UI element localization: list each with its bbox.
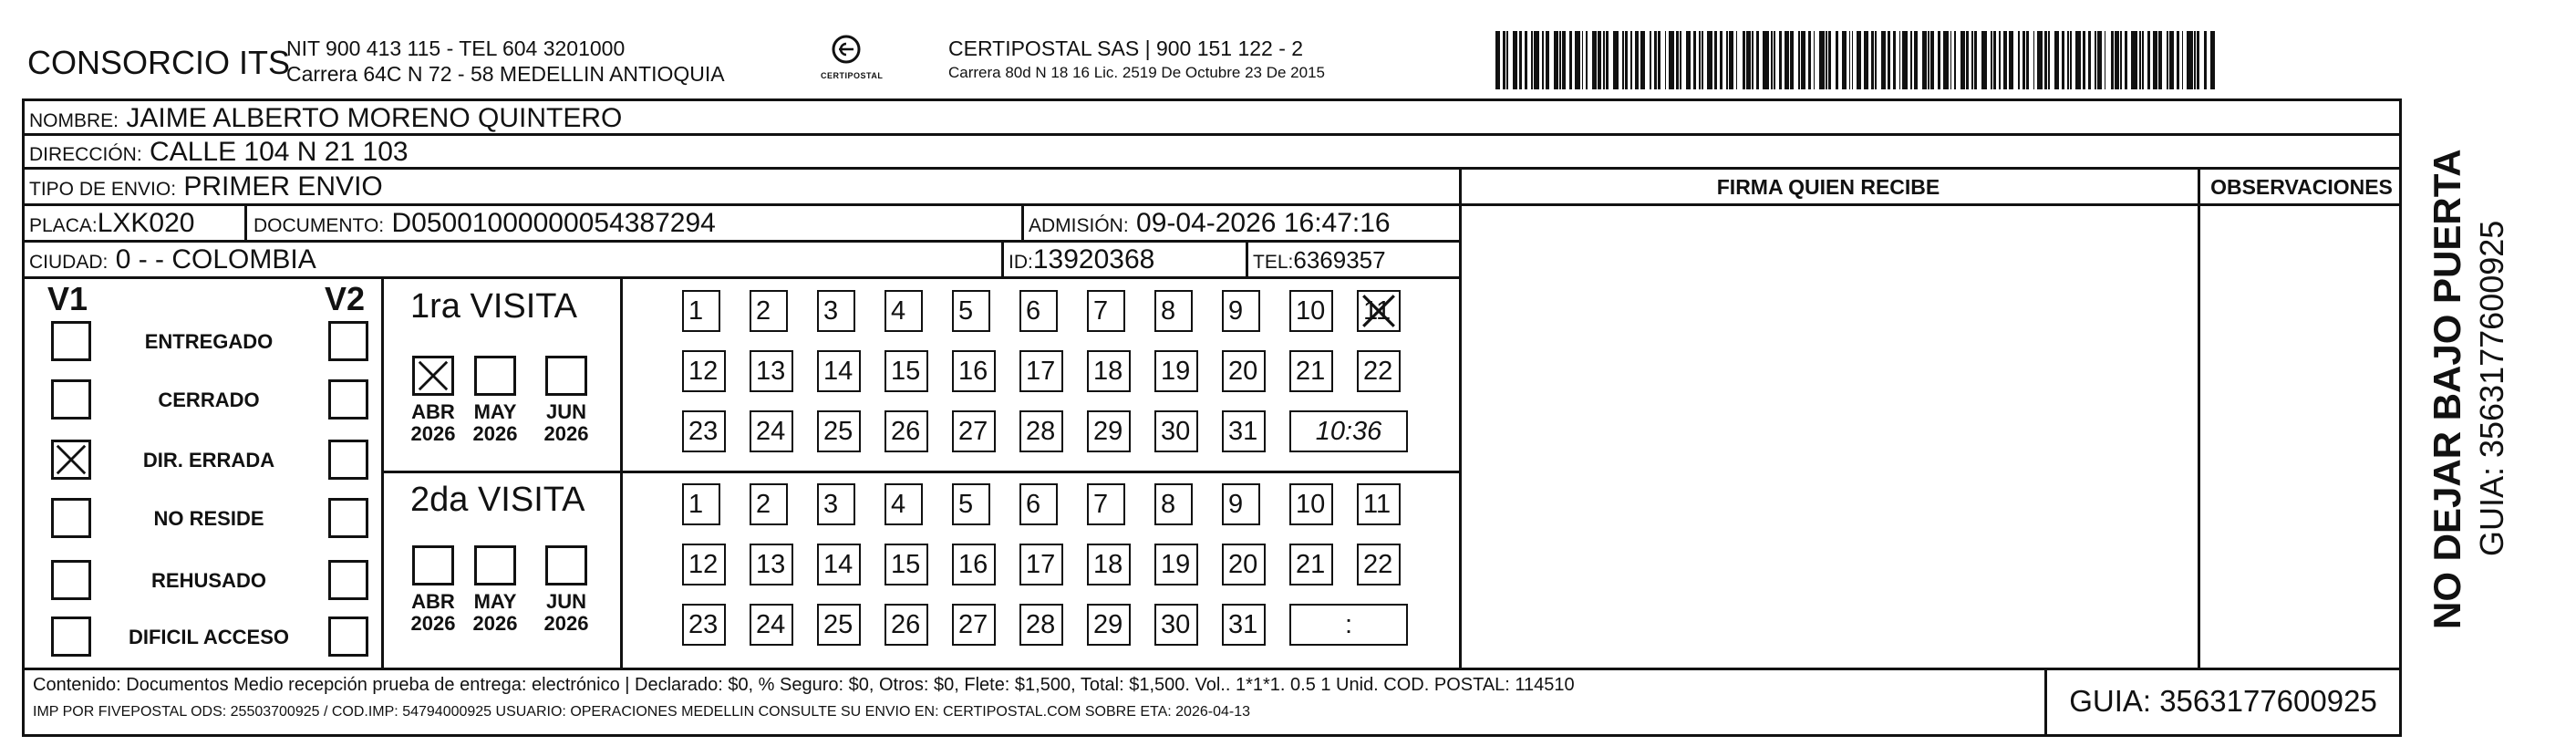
- barcode-bar: [1881, 31, 1886, 89]
- barcode-bar: [1546, 31, 1548, 89]
- visit1-day-8[interactable]: 8: [1154, 290, 1193, 332]
- status-label-entregado: ENTREGADO: [144, 330, 274, 353]
- company-nit: NIT 900 413 115 - TEL 604 3201000: [286, 36, 626, 60]
- visit1-day-17[interactable]: 17: [1019, 350, 1063, 392]
- barcode-bar: [1914, 31, 1917, 89]
- barcode-bar: [1849, 31, 1851, 89]
- barcode-bar: [2095, 31, 2096, 89]
- barcode-bar: [1774, 31, 1775, 89]
- visit1-day-13[interactable]: 13: [750, 350, 793, 392]
- v1-checkbox-rehusado[interactable]: [51, 560, 91, 600]
- visit2-day-2[interactable]: 2: [750, 483, 788, 525]
- barcode-bar: [2120, 31, 2122, 89]
- barcode-bar: [1743, 31, 1745, 89]
- barcode-bar: [2204, 31, 2207, 89]
- barcode-bar: [2054, 31, 2059, 89]
- id-value: 13920368: [1032, 244, 1155, 275]
- visit1-day-27[interactable]: 27: [952, 410, 996, 452]
- visit1-month-abr-label: ABR 2026: [410, 400, 456, 445]
- barcode-bar: [2197, 31, 2199, 89]
- barcode-bar: [1991, 31, 1992, 89]
- visit1-day-18[interactable]: 18: [1087, 350, 1131, 392]
- visit2-day-14[interactable]: 14: [817, 544, 861, 585]
- barcode-bar: [1888, 31, 1890, 89]
- ciudad-cell: [29, 244, 316, 275]
- barcode-bar: [1665, 31, 1667, 89]
- barcode-bar: [1966, 31, 1969, 89]
- visit2-month-jun-label: JUN 2026: [543, 590, 589, 635]
- barcode-bar: [1752, 31, 1754, 89]
- barcode-bar: [1808, 31, 1811, 89]
- barcode-bar: [1993, 31, 1996, 89]
- visit1-day-12[interactable]: 12: [682, 350, 726, 392]
- nombre-row: [29, 103, 622, 134]
- visit1-day-14[interactable]: 14: [817, 350, 861, 392]
- visit1-time-field[interactable]: 10:36: [1289, 410, 1408, 452]
- visit2-day-12[interactable]: 12: [682, 544, 726, 585]
- visit2-time-field[interactable]: :: [1289, 604, 1408, 646]
- barcode-bar: [1506, 31, 1508, 89]
- visit2-day-28[interactable]: 28: [1019, 604, 1063, 646]
- visit2-day-3[interactable]: 3: [817, 483, 855, 525]
- visit1-day-30[interactable]: 30: [1154, 410, 1198, 452]
- visit2-day-30[interactable]: 30: [1154, 604, 1198, 646]
- barcode-bar: [1622, 31, 1624, 89]
- v2-header: V2: [325, 280, 366, 317]
- visit2-day-6[interactable]: 6: [1019, 483, 1058, 525]
- barcode-bar: [1950, 31, 1952, 89]
- visit2-title: 2da VISITA: [410, 481, 585, 519]
- barcode-bar: [1613, 31, 1619, 89]
- barcode-bar: [1819, 31, 1825, 89]
- barcode-bar: [2158, 31, 2161, 89]
- barcode-bar: [2153, 31, 2157, 89]
- visit1-day-16[interactable]: 16: [952, 350, 996, 392]
- documento-label: DOCUMENTO:: [253, 215, 385, 236]
- barcode-bar: [1928, 31, 1929, 89]
- barcode-bar: [1930, 31, 1933, 89]
- barcode-bar: [1525, 31, 1527, 89]
- side-guia: GUIA: 3563177600925: [2473, 220, 2510, 556]
- visit2-day-5[interactable]: 5: [952, 483, 990, 525]
- barcode-bar: [1699, 31, 1701, 89]
- barcode-bar: [1826, 31, 1827, 89]
- barcode-bar: [2177, 31, 2179, 89]
- barcode-bar: [1598, 31, 1600, 89]
- visit2-day-7[interactable]: 7: [1087, 483, 1125, 525]
- admision-value: 09-04-2026 16:47:16: [1136, 208, 1391, 238]
- visit1-day-2[interactable]: 2: [750, 290, 788, 332]
- visit1-day-6[interactable]: 6: [1019, 290, 1058, 332]
- barcode-bar: [1938, 31, 1940, 89]
- barcode-bar: [2033, 31, 2035, 89]
- visit1-month-abr-checkbox[interactable]: [412, 356, 454, 396]
- barcode-bar: [2097, 31, 2102, 89]
- barcode-bar: [2210, 31, 2215, 89]
- visit2-day-27[interactable]: 27: [952, 604, 996, 646]
- visit2-day-4[interactable]: 4: [885, 483, 923, 525]
- logo-caption: CERTIPOSTAL: [821, 71, 884, 80]
- visit2-day-13[interactable]: 13: [750, 544, 793, 585]
- barcode-bar: [2139, 31, 2141, 89]
- barcode-bar: [1785, 31, 1789, 89]
- v2-checkbox-entregado[interactable]: [328, 321, 368, 361]
- side-warning: NO DEJAR BAJO PUERTA: [2426, 149, 2468, 629]
- barcode-bar: [1702, 31, 1703, 89]
- v1-checkbox-dir-errada[interactable]: [51, 440, 91, 480]
- barcode-bar: [1562, 31, 1565, 89]
- visit2-day-20[interactable]: 20: [1222, 544, 1266, 585]
- visit2-day-24[interactable]: 24: [750, 604, 793, 646]
- visit1-day-25[interactable]: 25: [817, 410, 861, 452]
- barcode-bar: [1902, 31, 1908, 89]
- firma-header: FIRMA QUIEN RECIBE: [1716, 175, 1940, 199]
- barcode-bar: [1871, 31, 1874, 89]
- barcode-bar: [1974, 31, 1977, 89]
- barcode-bar: [1729, 31, 1733, 89]
- barcode-bar: [1554, 31, 1558, 89]
- barcode-bar: [1779, 31, 1782, 89]
- barcode-bar: [1693, 31, 1696, 89]
- barcode-bar: [1559, 31, 1561, 89]
- barcode-bar: [1654, 31, 1657, 89]
- barcode-bar: [1798, 31, 1800, 89]
- v1-checkbox-dificil-acceso[interactable]: [51, 616, 91, 657]
- footer-content: Contenido: Documentos Medio recepción prueba de entrega: electrónico | Declarado: $0, % Seguro: $0, Otros: $0, Flete: $1,500, Total: $1,500. Vol.. 1*1*1. 0.5 1 Unid. COD. POSTAL: 114510: [33, 675, 1575, 695]
- status-label-cerrado: CERRADO: [158, 389, 260, 411]
- visit1-month-jun-checkbox[interactable]: [545, 356, 587, 396]
- barcode-bar: [2026, 31, 2029, 89]
- ciudad-label: CIUDAD:: [29, 252, 109, 273]
- barcode-bar: [1720, 31, 1723, 89]
- placa-cell: [29, 208, 194, 239]
- barcode-bar: [1910, 31, 1912, 89]
- courier-address: Carrera 80d N 18 16 Lic. 2519 De Octubre 23 De 2015: [948, 64, 1325, 81]
- visit1-day-22[interactable]: 22: [1357, 350, 1401, 392]
- barcode-bar: [1899, 31, 1901, 89]
- barcode-bar: [1756, 31, 1759, 89]
- barcode-bar: [2075, 31, 2081, 89]
- barcode-bar: [2018, 31, 2020, 89]
- barcode-bar: [1943, 31, 1949, 89]
- visit1-day-9[interactable]: 9: [1222, 290, 1260, 332]
- v2-checkbox-dir-errada[interactable]: [328, 440, 368, 480]
- visit1-month-may-label: MAY 2026: [472, 400, 518, 445]
- tel-label: TEL:: [1253, 252, 1294, 273]
- visit2-month-abr-label: ABR 2026: [410, 590, 456, 635]
- v2-checkbox-cerrado[interactable]: [328, 379, 368, 420]
- v1-checkbox-cerrado[interactable]: [51, 379, 91, 420]
- barcode-bar: [1575, 31, 1580, 89]
- admision-label: ADMISIÓN:: [1029, 215, 1129, 236]
- visit1-day-11[interactable]: 11: [1357, 290, 1401, 332]
- visit1-month-jun-label: JUN 2026: [543, 400, 589, 445]
- barcode-bar: [2167, 31, 2168, 89]
- visit1-day-28[interactable]: 28: [1019, 410, 1063, 452]
- barcode-bar: [2048, 31, 2050, 89]
- barcode-bar: [2088, 31, 2091, 89]
- visit1-day-4[interactable]: 4: [885, 290, 923, 332]
- barcode-bar: [1828, 31, 1831, 89]
- ciudad-value: 0 - - COLOMBIA: [115, 244, 316, 275]
- direccion-value: CALLE 104 N 21 103: [150, 137, 409, 167]
- documento-value: D05001000000054387294: [391, 208, 716, 238]
- barcode-bar: [2067, 31, 2069, 89]
- visit2-month-abr-checkbox[interactable]: [412, 545, 454, 585]
- placa-label: PLACA:: [29, 215, 98, 236]
- visit2-month-may-label: MAY 2026: [472, 590, 518, 635]
- barcode-bar: [1534, 31, 1539, 89]
- barcode-bar: [2083, 31, 2085, 89]
- barcode-bar: [1852, 31, 1854, 89]
- barcode-bar: [2131, 31, 2136, 89]
- visit2-day-26[interactable]: 26: [885, 604, 928, 646]
- visit2-day-31[interactable]: 31: [1222, 604, 1266, 646]
- visit1-day-21[interactable]: 21: [1289, 350, 1333, 392]
- barcode-bar: [2187, 31, 2192, 89]
- barcode-bar: [2194, 31, 2196, 89]
- barcode-bar: [1635, 31, 1640, 89]
- nombre-value: JAIME ALBERTO MORENO QUINTERO: [126, 103, 623, 133]
- visit1-day-23[interactable]: 23: [682, 410, 726, 452]
- courier-name: CERTIPOSTAL SAS | 900 151 122 - 2: [948, 36, 1304, 60]
- barcode-bar: [1771, 31, 1773, 89]
- barcode-bar: [2044, 31, 2047, 89]
- visit2-day-8[interactable]: 8: [1154, 483, 1193, 525]
- barcode-bar: [1669, 31, 1674, 89]
- barcode-bar: [1763, 31, 1768, 89]
- barcode-bar: [1640, 31, 1645, 89]
- barcode-bar: [1981, 31, 1987, 89]
- observaciones-header: OBSERVACIONES: [2210, 175, 2393, 199]
- barcode-bar: [1954, 31, 1956, 89]
- barcode-bar: [1836, 31, 1838, 89]
- visit2-day-22[interactable]: 22: [1357, 544, 1401, 585]
- barcode-bar: [1960, 31, 1965, 89]
- barcode-bar: [2182, 31, 2184, 89]
- visit2-day-16[interactable]: 16: [952, 544, 996, 585]
- visit1-month-may-checkbox[interactable]: [474, 356, 516, 396]
- barcode-bar: [1650, 31, 1651, 89]
- visit2-day-21[interactable]: 21: [1289, 544, 1333, 585]
- company-name: CONSORCIO ITS: [27, 44, 291, 81]
- direccion-row: [29, 137, 409, 168]
- direccion-label: DIRECCIÓN:: [29, 144, 142, 165]
- barcode-bar: [1814, 31, 1816, 89]
- barcode-bar: [1680, 31, 1681, 89]
- visit1-day-20[interactable]: 20: [1222, 350, 1266, 392]
- barcode-bar: [1726, 31, 1728, 89]
- status-label-no-reside: NO RESIDE: [153, 507, 264, 530]
- footer-print-info: IMP POR FIVEPOSTAL ODS: 25503700925 / COD.IMP: 54794000925 USUARIO: OPERACIONES MEDELLIN CONSULTE SU ENVIO EN: CERTIPOSTAL.COM SOBRE ETA: 2026-04-13: [33, 704, 1250, 720]
- barcode-bar: [2009, 31, 2013, 89]
- barcode-bar: [1531, 31, 1533, 89]
- visit1-day-5[interactable]: 5: [952, 290, 990, 332]
- barcode-bar: [1864, 31, 1868, 89]
- tipo-envio-row: [29, 171, 383, 202]
- v2-checkbox-no-reside[interactable]: [328, 498, 368, 538]
- barcode-bar: [1875, 31, 1877, 89]
- footer-guia: GUIA: 3563177600925: [2069, 684, 2377, 718]
- barcode-bar: [1736, 31, 1738, 89]
- documento-cell: [253, 208, 716, 239]
- visit2-day-1[interactable]: 1: [682, 483, 720, 525]
- barcode-bar: [1658, 31, 1660, 89]
- barcode-bar: [2023, 31, 2025, 89]
- barcode-bar: [2142, 31, 2144, 89]
- visit1-day-3[interactable]: 3: [817, 290, 855, 332]
- barcode-bar: [1606, 31, 1609, 89]
- visit2-day-9[interactable]: 9: [1222, 483, 1260, 525]
- barcode-bar: [1676, 31, 1679, 89]
- barcode-bar: [1893, 31, 1896, 89]
- visit1-day-29[interactable]: 29: [1087, 410, 1131, 452]
- barcode-bar: [1714, 31, 1717, 89]
- barcode-bar: [2003, 31, 2008, 89]
- barcode-bar: [1707, 31, 1712, 89]
- visit1-day-10[interactable]: 10: [1289, 290, 1333, 332]
- visit1-day-19[interactable]: 19: [1154, 350, 1198, 392]
- barcode-bar: [1569, 31, 1572, 89]
- visit1-day-26[interactable]: 26: [885, 410, 928, 452]
- barcode-bar: [1519, 31, 1522, 89]
- visit1-day-7[interactable]: 7: [1087, 290, 1125, 332]
- barcode-bar: [1746, 31, 1751, 89]
- barcode-bar: [1513, 31, 1517, 89]
- status-label-dificil-acceso: DIFICIL ACCESO: [128, 626, 289, 648]
- barcode-bar: [1686, 31, 1691, 89]
- tel-value: 6369357: [1293, 246, 1386, 274]
- barcode-bar: [2111, 31, 2114, 89]
- visit1-day-24[interactable]: 24: [750, 410, 793, 452]
- barcode-bar: [1592, 31, 1597, 89]
- v1-checkbox-no-reside[interactable]: [51, 498, 91, 538]
- visit2-month-may-checkbox[interactable]: [474, 545, 516, 585]
- barcode-bar: [1503, 31, 1505, 89]
- barcode-bar: [2115, 31, 2119, 89]
- barcode-bar: [1971, 31, 1973, 89]
- barcode-bar: [1999, 31, 2001, 89]
- barcode-bar: [1603, 31, 1605, 89]
- visit1-day-31[interactable]: 31: [1222, 410, 1266, 452]
- visit2-day-17[interactable]: 17: [1019, 544, 1063, 585]
- status-label-rehusado: REHUSADO: [151, 569, 266, 592]
- tipo-envio-value: PRIMER ENVIO: [183, 171, 383, 202]
- id-label: ID:: [1009, 252, 1033, 273]
- visit2-day-29[interactable]: 29: [1087, 604, 1131, 646]
- barcode-bar: [1842, 31, 1847, 89]
- barcode-bar: [2062, 31, 2064, 89]
- visit2-day-19[interactable]: 19: [1154, 544, 1198, 585]
- barcode-bar: [2169, 31, 2174, 89]
- visit2-day-10[interactable]: 10: [1289, 483, 1333, 525]
- visit1-title: 1ra VISITA: [410, 287, 578, 326]
- v1-header: V1: [47, 280, 88, 317]
- certipostal-logo-icon: [825, 33, 867, 75]
- barcode-bar: [1801, 31, 1805, 89]
- tel-cell: [1253, 246, 1386, 275]
- id-cell: [1009, 244, 1154, 275]
- placa-value: LXK020: [97, 208, 195, 238]
- visit2-day-11[interactable]: 11: [1357, 483, 1401, 525]
- barcode-bar: [1495, 31, 1500, 89]
- company-address: Carrera 64C N 72 - 58 MEDELLIN ANTIOQUIA: [286, 62, 725, 86]
- visit1-day-1[interactable]: 1: [682, 290, 720, 332]
- visit2-day-18[interactable]: 18: [1087, 544, 1131, 585]
- status-label-dir-errada: DIR. ERRADA: [142, 449, 275, 471]
- barcode-bar: [2147, 31, 2150, 89]
- barcode-bar: [1857, 31, 1861, 89]
- v1-checkbox-entregado[interactable]: [51, 321, 91, 361]
- barcode-bar: [2037, 31, 2043, 89]
- visit2-month-jun-checkbox[interactable]: [545, 545, 587, 585]
- barcode-bar: [2105, 31, 2106, 89]
- visit2-day-15[interactable]: 15: [885, 544, 928, 585]
- barcode-bar: [2070, 31, 2072, 89]
- barcode: [1495, 31, 2225, 89]
- barcode-bar: [1582, 31, 1584, 89]
- barcode-bar: [1542, 31, 1544, 89]
- visit2-day-23[interactable]: 23: [682, 604, 726, 646]
- visit2-day-25[interactable]: 25: [817, 604, 861, 646]
- v2-checkbox-rehusado[interactable]: [328, 560, 368, 600]
- visit1-day-15[interactable]: 15: [885, 350, 928, 392]
- barcode-bar: [1630, 31, 1632, 89]
- barcode-bar: [1790, 31, 1793, 89]
- barcode-bar: [2125, 31, 2127, 89]
- v2-checkbox-dificil-acceso[interactable]: [328, 616, 368, 657]
- nombre-label: NOMBRE:: [29, 110, 119, 131]
- barcode-bar: [1586, 31, 1588, 89]
- admision-cell: [1029, 208, 1391, 239]
- tipo-envio-label: TIPO DE ENVIO:: [29, 179, 177, 200]
- barcode-bar: [1922, 31, 1927, 89]
- barcode-bar: [1625, 31, 1628, 89]
